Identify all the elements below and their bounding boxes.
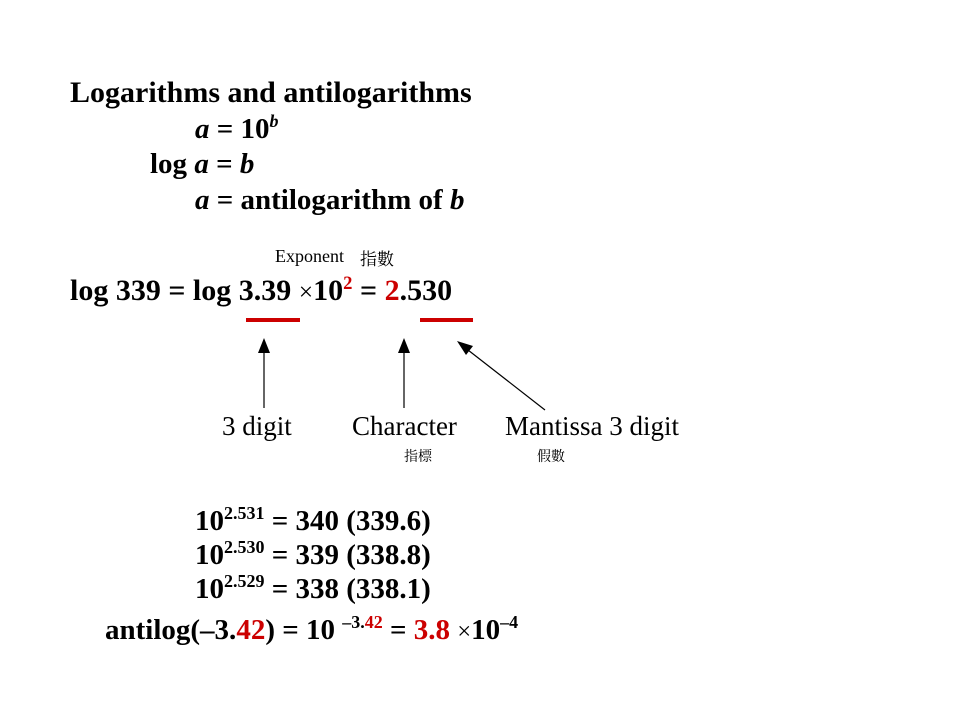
main-equation: $\log 339 = \log 3.39 \times 10^2 = 2.530$: [70, 272, 453, 307]
definition-log: log a = b: [150, 148, 255, 180]
digit-label: 3 digit: [222, 411, 292, 441]
exponent-label-zh: 指數: [360, 250, 394, 270]
digit-arrow-head: [258, 338, 270, 353]
definition-power: $a = 10^b$: [195, 111, 279, 145]
var-a: a: [195, 113, 210, 145]
mantissa-arrow: [468, 350, 545, 410]
mantissa-label-zh: 假數: [537, 449, 565, 465]
page-title: Logarithms and antilogarithms: [70, 76, 472, 109]
mantissa-label: Mantissa 3 digit: [505, 411, 679, 441]
definition-antilog: a = antilogarithm of b: [195, 184, 465, 216]
character-label-zh: 指標: [404, 449, 432, 465]
antilog-equation: antilog(–3.42) = 10 $^{-3.42} = 3.8 \times 10^{-4}$: [105, 612, 519, 646]
example-row: $10^{2.530} = 339$ (338.8): [195, 537, 431, 571]
character-arrow-head: [398, 338, 410, 353]
mantissa-arrow-head: [457, 341, 473, 355]
example-row: $10^{2.531} = 340$ (339.6): [195, 503, 431, 537]
character-label: Character: [352, 411, 457, 441]
exponent-label: Exponent: [275, 246, 344, 266]
example-row: $10^{2.529} = 338$ (338.1): [195, 571, 431, 605]
